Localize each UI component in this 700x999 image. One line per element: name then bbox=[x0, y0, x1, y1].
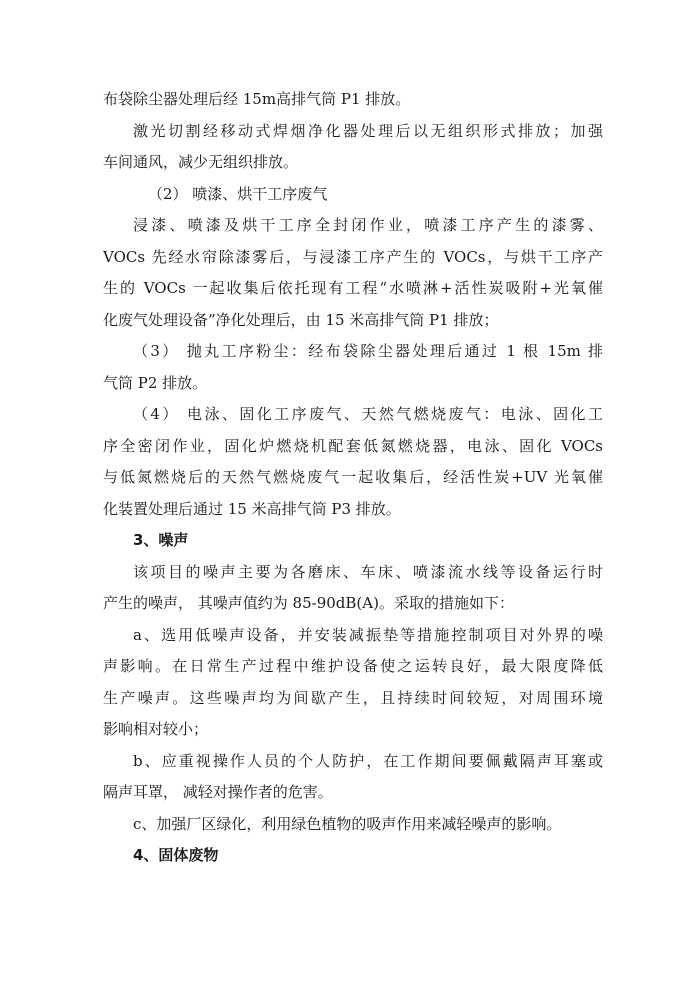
text-line: 气筒 P2 排放。 bbox=[103, 373, 208, 392]
text-line: 隔声耳罩， 减轻对操作者的危害。 bbox=[103, 783, 333, 801]
text-line: 该项目的噪声主要为各磨床、车床、喷漆流水线等设备运行时 bbox=[133, 562, 603, 581]
text-line: （4） 电泳、固化工序废气、天然气燃烧废气：电泳、固化工 bbox=[133, 405, 603, 423]
text-line: c、加强厂区绿化，利用绿色植物的吸声作用来减轻噪声的影响。 bbox=[133, 814, 562, 833]
text-line: 浸漆、喷漆及烘干工序全封闭作业，喷漆工序产生的漆雾、 bbox=[133, 216, 603, 234]
text-line: 生的 VOCs 一起收集后依托现有工程“水喷淋+活性炭吸附+光氧催 bbox=[103, 279, 603, 297]
section-heading: 3、噪声 bbox=[133, 531, 189, 549]
text-line: a、选用低噪声设备，并安装减振垫等措施控制项目对外界的噪 bbox=[133, 625, 603, 644]
text-line: （2） 喷漆、烘干工序废气 bbox=[148, 184, 328, 203]
text-line: b、应重视操作人员的个人防护，在工作期间要佩戴隔声耳塞或 bbox=[133, 751, 603, 770]
text-line: 序全密闭作业，固化炉燃烧机配套低氮燃烧器，电泳、固化 VOCs bbox=[103, 436, 603, 455]
text-line: 激光切割经移动式焊烟净化器处理后以无组织形式排放；加强 bbox=[133, 121, 603, 140]
text-line: VOCs 先经水帘除漆雾后，与浸漆工序产生的 VOCs，与烘干工序产 bbox=[103, 247, 603, 266]
text-line: 产生的噪声， 其噪声值约为 85-90dB(A)。采取的措施如下： bbox=[103, 594, 514, 612]
text-line: 化废气处理设备”净化处理后，由 15 米高排气筒 P1 排放； bbox=[103, 310, 499, 329]
document-body bbox=[103, 84, 603, 872]
text-line: 化装置处理后通过 15 米高排气筒 P3 排放。 bbox=[103, 499, 401, 518]
text-line: 生产噪声。这些噪声均为间歇产生，且持续时间较短，对周围环境 bbox=[103, 688, 603, 707]
text-line: 影响相对较小； bbox=[103, 720, 209, 738]
text-line: 声影响。在日常生产过程中维护设备使之运转良好，最大限度降低 bbox=[103, 657, 603, 675]
text-line: 车间通风，减少无组织排放。 bbox=[103, 153, 299, 171]
section-heading: 4、固体废物 bbox=[133, 846, 219, 864]
text-line: 与低氮燃烧后的天然气燃烧废气一起收集后，经活性炭+UV 光氧催 bbox=[103, 468, 603, 486]
text-line: （3） 抛丸工序粉尘：经布袋除尘器处理后通过 1 根 15m 排 bbox=[133, 342, 603, 360]
text-line: 布袋除尘器处理后经 15m高排气筒 P1 排放。 bbox=[103, 90, 411, 108]
